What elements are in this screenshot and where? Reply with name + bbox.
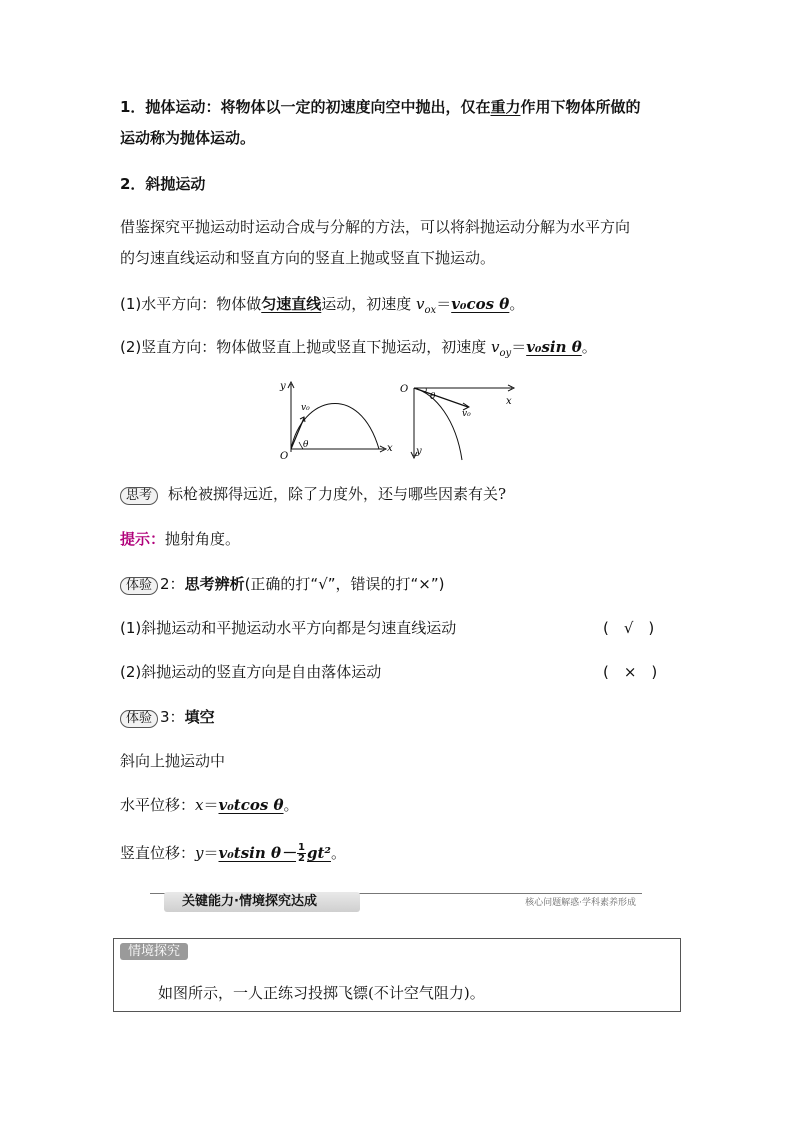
left-label-origin: O xyxy=(280,451,289,462)
hint-text: 抛射角度。 xyxy=(165,530,241,548)
scenario-text: 如图所示，一人正练习投掷飞镖(不计空气阻力)。 xyxy=(158,984,485,1002)
exp3-intro: 斜向上抛运动中 xyxy=(120,752,226,770)
item-vertical-direction xyxy=(120,337,597,364)
experience3-heading xyxy=(120,707,215,728)
paragraph-projectile-definition xyxy=(120,97,641,117)
vert-answer-b: gt² xyxy=(306,844,331,862)
scenario-tag: 情境探究 xyxy=(120,943,188,960)
p1-answer-gravity: 重力 xyxy=(490,98,521,116)
left-label-y: y xyxy=(280,381,286,392)
right-label-theta: θ xyxy=(430,392,436,402)
item2-a: (2)竖直方向：物体做竖直上抛或竖直下抛运动，初速度 xyxy=(120,338,492,356)
section-heading-oblique: 2．斜抛运动 xyxy=(120,175,206,193)
vert-end: 。 xyxy=(330,844,346,862)
vert-var: y xyxy=(195,844,204,862)
vert-answer-a: v₀tsin θ－ xyxy=(218,844,297,862)
p1-lead: 1．抛体运动： xyxy=(120,98,221,116)
p1-text-a: 将物体以一定的初速度向空中抛出，仅在 xyxy=(220,98,491,116)
think-question: 标枪被掷得远近，除了力度外，还与哪些因素有关? xyxy=(168,485,507,503)
item1-eq: ＝ xyxy=(436,295,452,313)
horizontal-displacement xyxy=(120,795,299,815)
p1-line2: 运动称为抛体运动。 xyxy=(120,129,256,147)
exp2-num: 2： xyxy=(160,575,185,593)
think-tag: 思考 xyxy=(120,487,158,505)
p3-line2: 的匀速直线运动和竖直方向的竖直上抛或竖直下抛运动。 xyxy=(120,249,496,267)
judgement-item-1: (1)斜抛运动和平抛运动水平方向都是匀速直线运动 xyxy=(120,619,457,637)
judgement-mark-1: ( √ ) xyxy=(603,619,655,637)
vertical-displacement xyxy=(120,843,346,864)
item1-var: v xyxy=(416,295,425,313)
right-label-v0: v₀ xyxy=(462,409,471,419)
judgement-item-2: (2)斜抛运动的竖直方向是自由落体运动 xyxy=(120,663,382,681)
exp3-title: 填空 xyxy=(184,708,215,726)
exp2-tag: 体验 xyxy=(120,577,158,595)
left-label-v0: v₀ xyxy=(301,403,310,413)
item1-end: 。 xyxy=(509,295,525,313)
vert-eq: ＝ xyxy=(203,844,219,862)
horiz-eq: ＝ xyxy=(203,796,219,814)
item1-a: (1)水平方向：物体做 xyxy=(120,295,262,313)
horiz-label: 水平位移： xyxy=(120,796,196,814)
p1-text-b: 作用下物体所做的 xyxy=(520,98,641,116)
vert-fraction xyxy=(297,843,306,864)
item2-var: v xyxy=(491,338,500,356)
item-horizontal-direction xyxy=(120,294,524,321)
banner-title: 关键能力·情境探究达成 xyxy=(164,892,360,912)
item1-sub: ox xyxy=(424,305,437,316)
p3-line1: 借鉴探究平抛运动时运动合成与分解的方法，可以将斜抛运动分解为水平方向 xyxy=(120,218,631,236)
item1-b: 运动，初速度 xyxy=(321,295,417,313)
banner-subtitle: 核心问题解惑·学科素养形成 xyxy=(525,898,636,908)
exp2-title: 思考辨析 xyxy=(184,575,245,593)
item2-eq: ＝ xyxy=(511,338,527,356)
exp2-rest: (正确的打“√”，错误的打“×”) xyxy=(244,575,445,593)
think-block xyxy=(120,484,506,505)
left-label-theta: θ xyxy=(303,440,309,450)
item1-underline: 匀速直线 xyxy=(261,295,322,313)
judgement-mark-2: ( × ) xyxy=(603,663,658,681)
hint-block xyxy=(120,529,240,549)
right-label-y: y xyxy=(416,446,422,457)
exp3-tag: 体验 xyxy=(120,710,158,728)
figure-oblique-upward xyxy=(274,376,398,462)
exp3-num: 3： xyxy=(160,708,185,726)
item1-answer: v₀cos θ xyxy=(451,295,510,313)
section-banner xyxy=(150,889,642,913)
horiz-answer: v₀tcos θ xyxy=(218,796,284,814)
vert-label: 竖直位移： xyxy=(120,844,196,862)
item2-end: 。 xyxy=(581,338,597,356)
scenario-box xyxy=(113,938,681,1012)
figure-oblique-downward xyxy=(396,380,526,466)
horiz-end: 。 xyxy=(283,796,299,814)
experience2-heading xyxy=(120,574,445,595)
horiz-var: x xyxy=(195,796,204,814)
frac-denominator: 2 xyxy=(298,853,305,864)
right-label-x: x xyxy=(506,396,512,407)
left-label-x: x xyxy=(387,443,393,454)
hint-label: 提示： xyxy=(120,530,166,548)
item2-answer: v₀sin θ xyxy=(526,338,582,356)
item2-sub: oy xyxy=(499,348,512,359)
right-velocity-vector xyxy=(414,388,468,407)
right-label-origin: O xyxy=(400,384,409,395)
frac-numerator: 1 xyxy=(298,842,305,853)
